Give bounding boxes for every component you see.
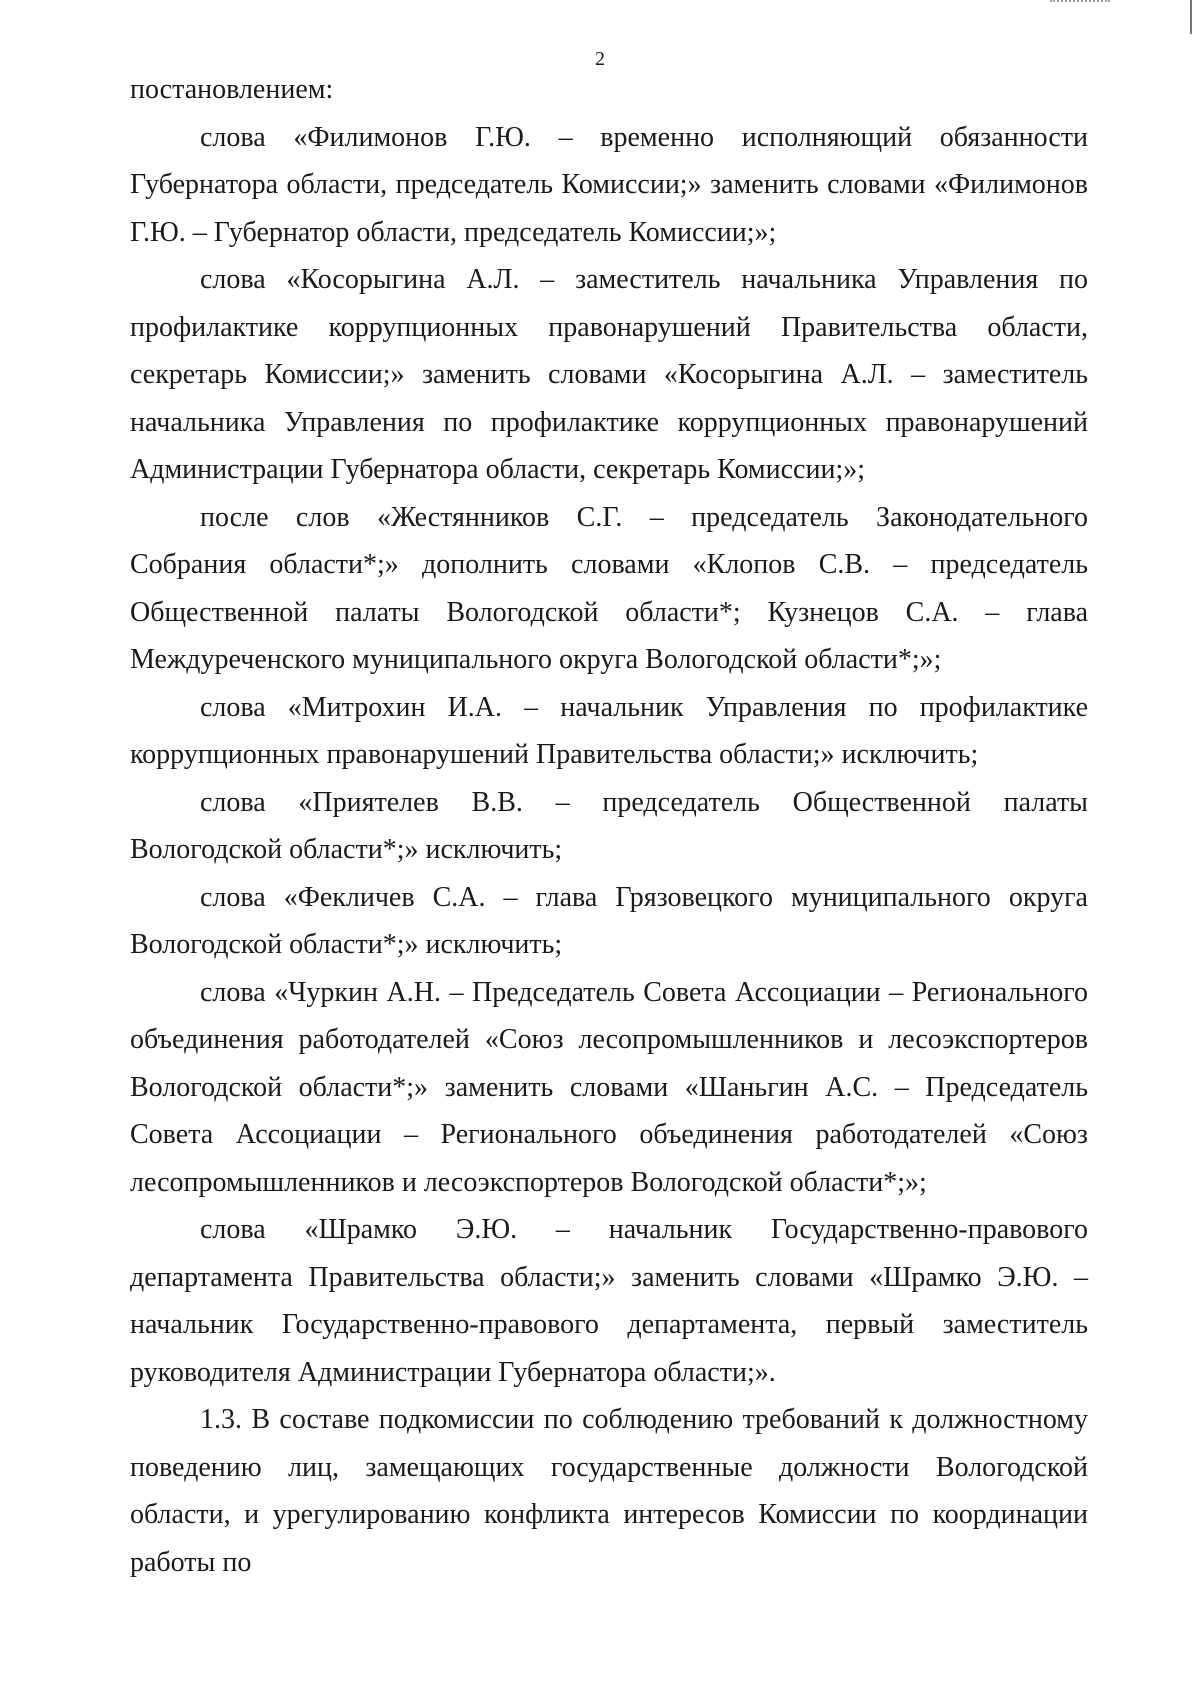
paragraph-feklichev: слова «Фекличев С.А. – глава Грязовецкого муниципального округа Вологодской области*;» исключить; <box>130 881 1088 960</box>
document-body <box>130 66 1088 1586</box>
paragraph-filimonov: слова «Филимонов Г.Ю. – временно исполняющий обязанности Губернатора области, председатель Комиссии;» заменить словами «Филимонов Г.Ю. – Губернатор области, председатель Комиссии;»; <box>130 121 1088 248</box>
paragraph-priyatelev: слова «Приятелев В.В. – председатель Общественной палаты Вологодской области*;» исключить; <box>130 786 1088 865</box>
paragraph-kosorygina: слова «Косорыгина А.Л. – заместитель начальника Управления по профилактике коррупционных правонарушений Правительства области, секретарь Комиссии;» заменить словами «Косорыгина А.Л. – заместитель начальника Управления по профилактике коррупционных правонарушений Администрации Губернатора области, секретарь Комиссии;»; <box>130 264 1088 485</box>
paragraph-section-1-3: 1.3. В составе подкомиссии по соблюдению требований к должностному поведению лиц, замещающих государственные должности Вологодской области, и урегулированию конфликта интересов Комиссии по координации работы по <box>130 1404 1088 1578</box>
page-number: 2 <box>595 48 605 70</box>
paragraph-shramko: слова «Шрамко Э.Ю. – начальник Государственно-правового департамента Правительства области;» заменить словами «Шрамко Э.Ю. – начальник Государственно-правового департамента, первый заместитель руководителя Администрации Губернатора области;». <box>130 1214 1088 1388</box>
paragraph-churkin: слова «Чуркин А.Н. – Председатель Совета Ассоциации – Регионального объединения работодателей «Союз лесопромышленников и лесоэкспортеров Вологодской области*;» заменить словами «Шаньгин А.С. – Председатель Совета Ассоциации – Регионального объединения работодателей «Союз лесопромышленников и лесоэкспортеров Вологодской области*;»; <box>130 976 1088 1198</box>
paragraph-continuation: постановлением: <box>130 74 334 105</box>
paragraph-zhestyannikov: после слов «Жестянников С.Г. – председатель Законодательного Собрания области*;» дополнить словами «Клопов С.В. – председатель Общественной палаты Вологодской области*; Кузнецов С.А. – глава Междуреченского муниципального округа Вологодской области*;»; <box>130 501 1088 675</box>
paragraph-mitrokhin: слова «Митрохин И.А. – начальник Управления по профилактике коррупционных правонарушений Правительства области;» исключить; <box>130 691 1088 770</box>
scan-artifact-mark <box>1050 0 1110 6</box>
scan-artifact-edge <box>1190 0 1192 34</box>
